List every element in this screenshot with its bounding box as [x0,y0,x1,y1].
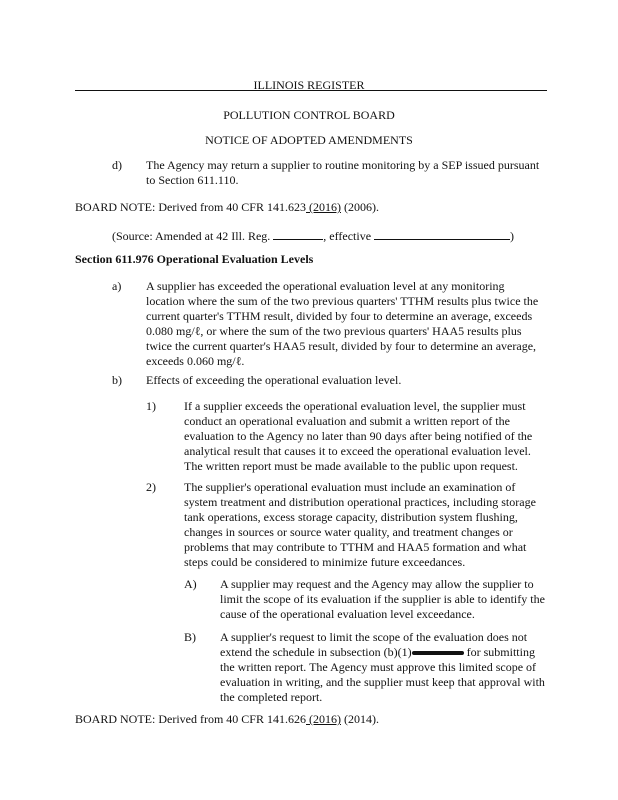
board-note-1-prefix: BOARD NOTE: Derived from 40 CFR 141.623 [75,200,306,214]
para-b2-label: 2) [146,480,156,494]
source-line [112,228,514,244]
board-note-2-suffix: (2014). [341,712,379,726]
para-d-label: d) [112,158,122,172]
reg-blank [273,228,323,240]
para-a-label: a) [112,279,122,293]
effective-blank [374,228,510,240]
struck-text-scribble [412,651,464,655]
para-b2A-label: A) [184,577,197,591]
notice-title: NOTICE OF ADOPTED AMENDMENTS [205,133,413,147]
para-d-text: The Agency may return a supplier to routine monitoring by a SEP issued pursuant to Section 611.110. [146,158,540,187]
board-note-1-inserted: (2016) [306,200,341,214]
para-b1-text: If a supplier exceeds the operational evaluation level, the supplier must conduct an operational evaluation and submit a written report of the evaluation to the Agency no later than 90 days after being notified of the analytical result that causes it to exceed the operational evaluation level. The written report must be made available to the public upon request. [184,399,533,473]
board-title: POLLUTION CONTROL BOARD [223,108,395,122]
para-b-label: b) [112,373,122,387]
board-note-2-prefix: BOARD NOTE: Derived from 40 CFR 141.626 [75,712,306,726]
para-b1-label: 1) [146,399,156,413]
board-note-2 [75,712,379,727]
source-middle: , effective [323,229,375,243]
para-b2-text: The supplier's operational evaluation must include an examination of system treatment and distribution operational practices, including storage tank operations, excess storage capacity, distribution system flushing, changes in sources or source water quality, and treatment changes or problems that may contribute to TTHM and HAA5 formation and what steps could be considered to minimize future exceedances. [184,480,536,569]
source-prefix: (Source: Amended at 42 Ill. Reg. [112,229,274,243]
para-b2B-text-1: A supplier's request to limit the scope of the evaluation does not extend the schedule in subsection (b)(1) [220,630,528,659]
source-end: ) [510,229,515,243]
para-b2B-text [220,630,546,705]
para-b-text: Effects of exceeding the operational evaluation level. [146,373,402,387]
board-note-2-inserted: (2016) [306,712,341,726]
para-b2B-text-2: for submitting the written report. The Agency must approve this limited scope of evaluation in writing, and the supplier must keep that approval with the completed report. [220,645,545,704]
board-note-1 [75,200,379,215]
para-a-text: A supplier has exceeded the operational evaluation level at any monitoring location where the sum of the two previous quarters' TTHM results plus twice the current quarter's TTHM result, divided by four to determine an average, exceeds 0.080 mg/ℓ, or where the sum of the two previous quarters' HAA5 results plus twice the current quarter's HAA5 result, divided by four to determine an average, exceeds 0.060 mg/ℓ. [146,279,539,368]
para-b2B-label: B) [184,630,196,644]
register-title: ILLINOIS REGISTER [253,78,365,92]
board-note-1-suffix: (2006). [341,200,379,214]
para-b2A-text: A supplier may request and the Agency may allow the supplier to limit the scope of its evaluation if the supplier is able to identify the cause of the operational evaluation level exceedance. [220,577,545,621]
section-title: Section 611.976 Operational Evaluation Levels [75,252,314,266]
